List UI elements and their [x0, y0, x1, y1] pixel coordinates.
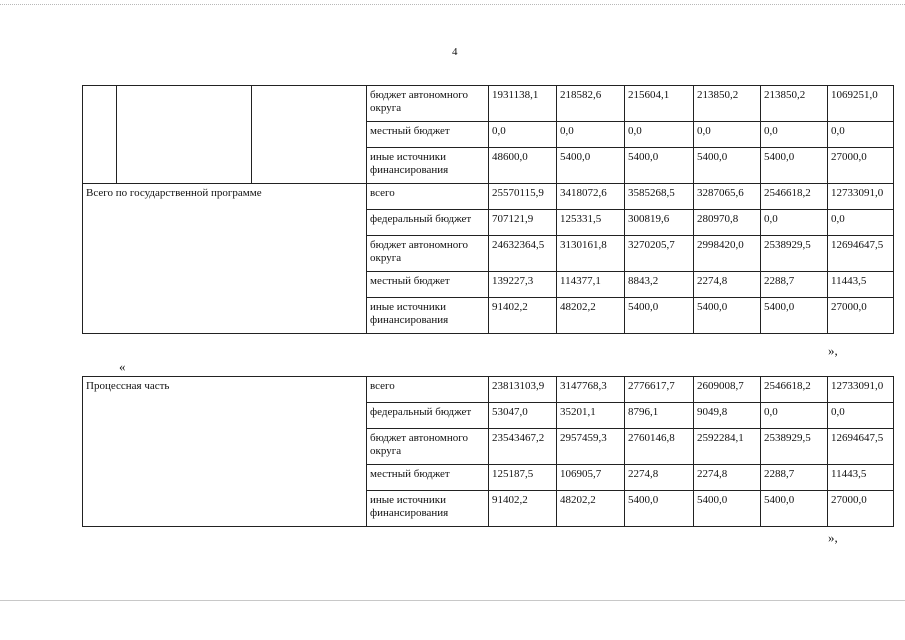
page-divider	[0, 600, 905, 601]
scan-edge-noise	[0, 4, 905, 5]
value-cell: 139227,3	[489, 272, 557, 298]
value-cell: 2288,7	[761, 272, 828, 298]
value-cell: 9049,8	[694, 403, 761, 429]
table-row	[83, 184, 894, 210]
value-cell: 0,0	[625, 122, 694, 148]
value-cell: 3130161,8	[557, 236, 625, 272]
value-cell: 300819,6	[625, 210, 694, 236]
value-cell: 27000,0	[828, 298, 894, 334]
value-cell: 5400,0	[694, 298, 761, 334]
value-cell: 0,0	[828, 210, 894, 236]
value-cell: 2998420,0	[694, 236, 761, 272]
value-cell: 5400,0	[694, 491, 761, 527]
value-cell: 3287065,6	[694, 184, 761, 210]
value-cell: 5400,0	[761, 298, 828, 334]
value-cell: 3418072,6	[557, 184, 625, 210]
value-cell: 91402,2	[489, 491, 557, 527]
page-number: 4	[452, 46, 458, 58]
value-cell: 3147768,3	[557, 377, 625, 403]
value-cell: 213850,2	[761, 86, 828, 122]
value-cell: 23543467,2	[489, 429, 557, 465]
value-cell: 53047,0	[489, 403, 557, 429]
value-cell: 2760146,8	[625, 429, 694, 465]
closing-quote: »,	[828, 530, 838, 545]
value-cell: 0,0	[557, 122, 625, 148]
value-cell: 5400,0	[694, 148, 761, 184]
value-cell: 11443,5	[828, 272, 894, 298]
source-label: федеральный бюджет	[367, 403, 489, 429]
source-label: бюджет автономного округа	[367, 236, 489, 272]
opening-quote: «	[119, 359, 126, 374]
value-cell: 2957459,3	[557, 429, 625, 465]
value-cell: 1069251,0	[828, 86, 894, 122]
value-cell: 213850,2	[694, 86, 761, 122]
source-label: федеральный бюджет	[367, 210, 489, 236]
source-label: иные источники финансирования	[367, 491, 489, 527]
value-cell: 2776617,7	[625, 377, 694, 403]
value-cell: 5400,0	[625, 491, 694, 527]
budget-table-program	[82, 85, 894, 334]
source-label: иные источники финансирования	[367, 148, 489, 184]
value-cell: 0,0	[828, 122, 894, 148]
value-cell: 2274,8	[694, 272, 761, 298]
value-cell: 2538929,5	[761, 429, 828, 465]
value-cell: 27000,0	[828, 491, 894, 527]
closing-quote: »,	[828, 343, 838, 358]
value-cell: 0,0	[828, 403, 894, 429]
value-cell: 0,0	[761, 403, 828, 429]
value-cell: 12733091,0	[828, 184, 894, 210]
source-label: местный бюджет	[367, 122, 489, 148]
value-cell: 35201,1	[557, 403, 625, 429]
value-cell: 2546618,2	[761, 184, 828, 210]
value-cell: 48202,2	[557, 491, 625, 527]
value-cell: 2288,7	[761, 465, 828, 491]
value-cell: 5400,0	[625, 148, 694, 184]
value-cell: 8843,2	[625, 272, 694, 298]
value-cell: 2274,8	[625, 465, 694, 491]
source-label: бюджет автономного округа	[367, 429, 489, 465]
value-cell: 3585268,5	[625, 184, 694, 210]
source-label: бюджет автономного округа	[367, 86, 489, 122]
value-cell: 11443,5	[828, 465, 894, 491]
empty-cell	[83, 86, 117, 184]
value-cell: 0,0	[694, 122, 761, 148]
value-cell: 1931138,1	[489, 86, 557, 122]
source-label: местный бюджет	[367, 272, 489, 298]
value-cell: 12694647,5	[828, 236, 894, 272]
value-cell: 2274,8	[694, 465, 761, 491]
value-cell: 0,0	[489, 122, 557, 148]
value-cell: 707121,9	[489, 210, 557, 236]
value-cell: 12694647,5	[828, 429, 894, 465]
value-cell: 48600,0	[489, 148, 557, 184]
value-cell: 0,0	[761, 210, 828, 236]
value-cell: 23813103,9	[489, 377, 557, 403]
value-cell: 280970,8	[694, 210, 761, 236]
value-cell: 0,0	[761, 122, 828, 148]
source-label: всего	[367, 377, 489, 403]
value-cell: 24632364,5	[489, 236, 557, 272]
value-cell: 2546618,2	[761, 377, 828, 403]
value-cell: 106905,7	[557, 465, 625, 491]
value-cell: 12733091,0	[828, 377, 894, 403]
value-cell: 2592284,1	[694, 429, 761, 465]
value-cell: 91402,2	[489, 298, 557, 334]
value-cell: 2538929,5	[761, 236, 828, 272]
value-cell: 215604,1	[625, 86, 694, 122]
value-cell: 5400,0	[557, 148, 625, 184]
value-cell: 114377,1	[557, 272, 625, 298]
table-row	[83, 377, 894, 403]
value-cell: 48202,2	[557, 298, 625, 334]
value-cell: 25570115,9	[489, 184, 557, 210]
value-cell: 125187,5	[489, 465, 557, 491]
value-cell: 8796,1	[625, 403, 694, 429]
source-label: иные источники финансирования	[367, 298, 489, 334]
value-cell: 5400,0	[761, 491, 828, 527]
table-row	[83, 86, 894, 122]
value-cell: 5400,0	[625, 298, 694, 334]
value-cell: 3270205,7	[625, 236, 694, 272]
value-cell: 2609008,7	[694, 377, 761, 403]
empty-cell	[117, 86, 252, 184]
value-cell: 5400,0	[761, 148, 828, 184]
empty-cell	[252, 86, 367, 184]
value-cell: 27000,0	[828, 148, 894, 184]
section-title: Процессная часть	[83, 377, 367, 527]
budget-table-process	[82, 376, 894, 527]
source-label: всего	[367, 184, 489, 210]
value-cell: 125331,5	[557, 210, 625, 236]
source-label: местный бюджет	[367, 465, 489, 491]
value-cell: 218582,6	[557, 86, 625, 122]
section-title: Всего по государственной программе	[83, 184, 367, 334]
